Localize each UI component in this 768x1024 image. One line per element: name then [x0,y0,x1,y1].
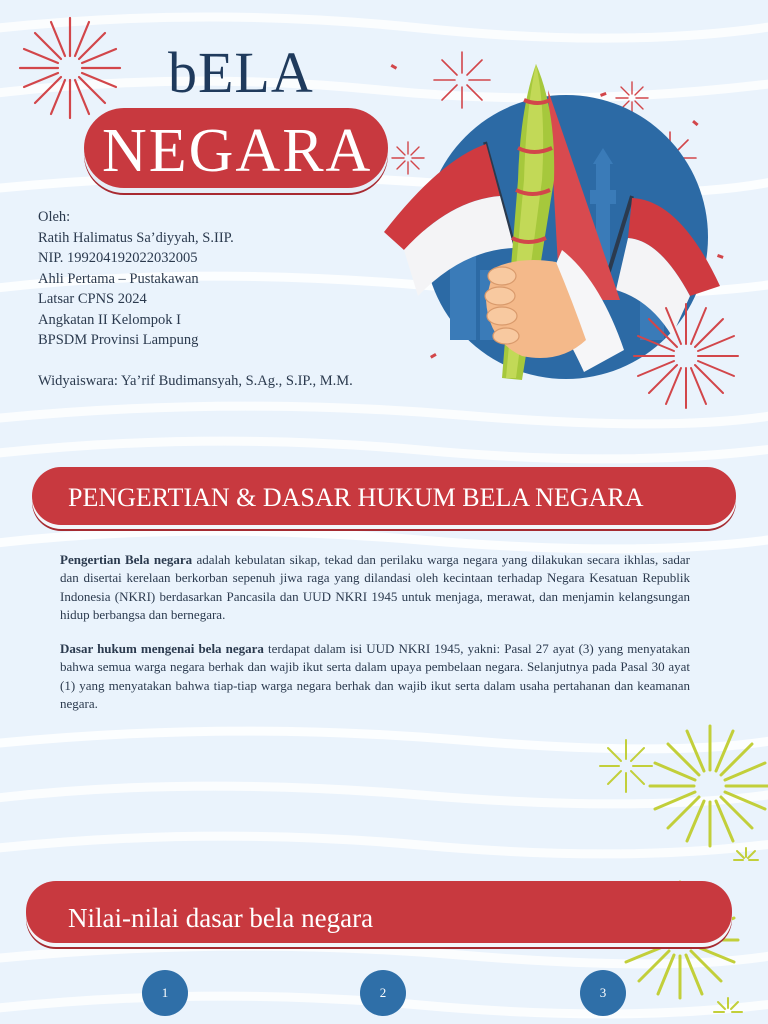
title-line-1: bELA [168,40,314,105]
bamboo-spear-illustration [384,64,724,380]
author-name: Ratih Halimatus Sa’diyyah, S.IIP. [38,229,234,246]
firework-red-icon [434,52,490,108]
legal-basis-term: Dasar hukum mengenai bela negara [60,641,264,656]
spacer [38,351,353,371]
author-group: Angkatan II Kelompok I [38,311,181,328]
author-nip: NIP. 199204192022032005 [38,250,198,266]
author-institution: BPSDM Provinsi Lampung [38,332,199,348]
title-line-2: NEGARA [102,117,373,185]
definition-term: Pengertian Bela negara [60,552,193,567]
legal-basis-paragraph [60,640,690,713]
author-by-label: Oleh: [38,209,71,225]
author-lecturer: Widyaiswara: Ya’rif Budimansyah, S.Ag., S.IP., M.M. [38,372,353,389]
step-circle-1: 1 [142,970,188,1016]
definition-text: adalah kebulatan sikap, tekad dan perilaku warga negara yang dilakukan secara ikhlas, sadar dan disertai kerelaan berkorban sepenuh jiwa raga yang dilandasi oleh kecintaan terhadap Negara Kesatuan Republik Indonesia (NKRI) berdasarkan Pancasila dan UUD NKRI 1945 untuk menjaga, merawat, dan menjamin kelangsungan hidup berbangsa dan bernegara. [60,552,690,622]
firework-green-icon [734,848,758,860]
author-training: Latsar CPNS 2024 [38,291,147,307]
firework-red-icon [20,18,120,118]
definition-paragraph [60,551,690,624]
author-info [38,207,353,391]
step-circle-3: 3 [580,970,626,1016]
firework-green-icon [600,740,652,792]
firework-green-icon [650,726,768,846]
legal-basis-text: terdapat dalam isi UUD NKRI 1945, yakni: Pasal 27 ayat (3) yang menyatakan bahwa semua warga negara berhak dan wajib ikut serta dalam upaya pembelaan negara. Selanjutnya pada Pasal 30 ayat (1) yang menyatakan bahwa tiap-tiap warga negara berhak dan wajib ikut serta dalam usaha pertahanan dan keamanan negara. [60,641,690,711]
section-2-heading: Nilai-nilai dasar bela negara [68,903,374,933]
firework-green-icon [714,998,742,1012]
author-position: Ahli Pertama – Pustakawan [38,270,199,287]
step-circle-2: 2 [360,970,406,1016]
section-1-heading: PENGERTIAN & DASAR HUKUM BELA NEGARA [68,483,644,512]
firework-red-icon [392,142,424,174]
firework-red-icon [634,304,738,408]
